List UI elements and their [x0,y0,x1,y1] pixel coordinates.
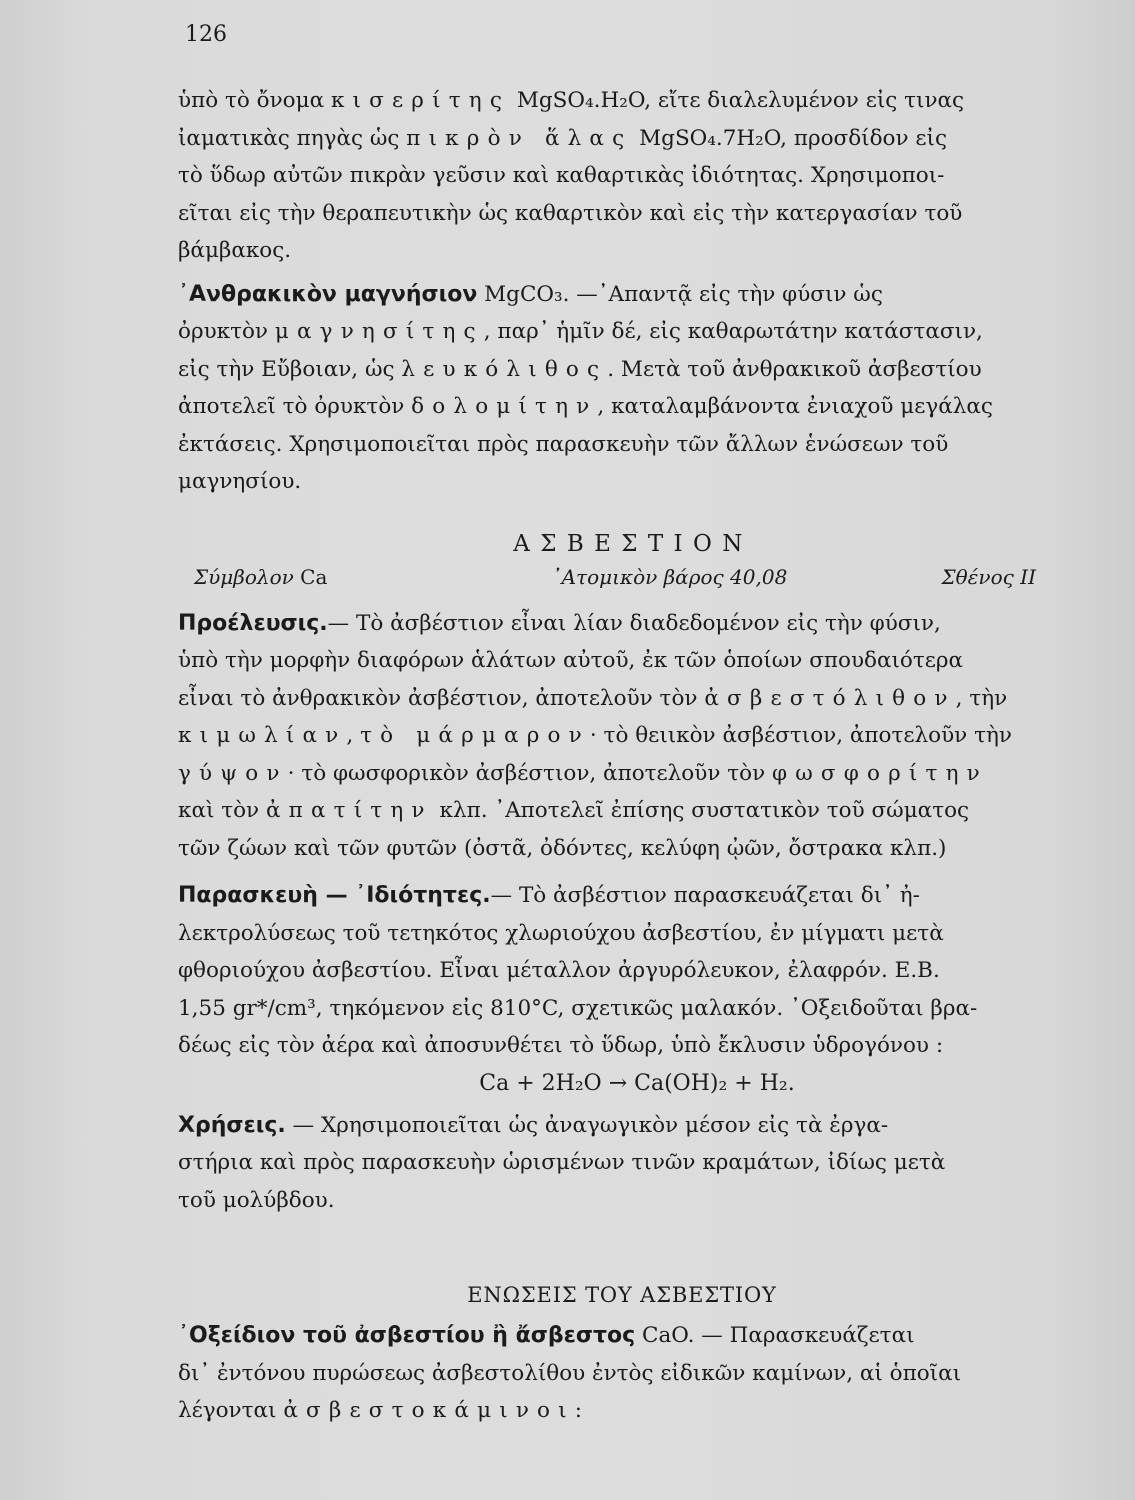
text-line: τῶν ζώων καὶ τῶν φυτῶν (ὀστᾶ, ὀδόντες, κελύφη ᾠῶν, ὄστρακα κλπ.) [178,835,947,861]
origin-paragraph [178,605,1036,868]
spaced-term: ἀσβεστοκάμινοι [283,1398,575,1423]
element-info-row [178,565,1036,589]
spaced-term: ἀπατίτην [265,798,433,823]
element-symbol: Ca [300,564,328,589]
spaced-term: δολομίτην [411,394,598,419]
uses-paragraph [178,1107,1036,1220]
text-line: ᾿Ανθρακικὸν μαγνήσιον MgCO₃. —᾿Απαντᾷ εἰς τὴν φύσιν ὡς [178,281,883,307]
spaced-term: γύψον [178,760,288,786]
valence: Σθένος II [941,564,1036,589]
spaced-term: πικρὸν ἅλας [406,125,633,151]
text-line: λέγονται ἀσβεστοκάμινοι: [178,1398,583,1423]
text-line: γύψον· τὸ φωσφορικὸν ἀσβέστιον, ἀποτελοῦν τὸν φωσφορίτην [178,760,988,786]
text-line: εῖται εἰς τὴν θεραπευτικὴν ὡς καθαρτικὸν καὶ εἰς τὴν κατεργασίαν τοῦ [178,200,963,226]
paragraph-heading: Προέλευσις. [178,610,328,636]
calcium-oxide-paragraph [178,1317,1036,1430]
text-line: μαγνησίου. [178,469,302,494]
text-line: Χρήσεις. — Χρησιμοποιεῖται ὡς ἀναγωγικὸν μέσον εἰς τὰ ἐργα- [178,1112,889,1138]
subsection-title: ΕΝΩΣΕΙΣ ΤΟΥ ΑΣΒΕΣΤΙΟΥ [467,1283,777,1307]
text-line: ἀποτελεῖ τὸ ὀρυκτὸν δολομίτην, καταλαμβάνοντα ἐνιαχοῦ μεγάλας [178,394,993,419]
page-number: 126 [185,22,227,47]
text-line: δι᾿ ἐντόνου πυρώσεως ἀσβεστολίθου ἐντὸς εἰδικῶν καμίνων, αἱ ὁποῖαι [178,1360,962,1386]
text-line: βάμβακος. [178,238,292,263]
magnesium-sulfate-paragraph [178,82,1036,270]
section-title: ΑΣΒΕΣΤΙΟΝ [513,530,753,557]
text-line: ἐκτάσεις. Χρησιμοποιεῖται πρὸς παρασκευὴν τῶν ἄλλων ἑνώσεων τοῦ [178,431,949,457]
text-line: ᾿Οξείδιον τοῦ ἀσβεστίου ἢ ἄσβεστος CaO. — Παρασκευάζεται [178,1323,915,1348]
text-line: ὑπὸ τὴν μορφὴν διαφόρων ἁλάτων αὐτοῦ, ἐκ τῶν ὁποίων σπουδαιότερα [178,648,964,673]
text-line: κιμωλίαν, τὸ μάρμαρον· τὸ θειικὸν ἀσβέστιον, ἀποτελοῦν τὴν [178,723,1012,748]
text-line: εἶναι τὸ ἀνθρακικὸν ἀσβέστιον, ἀποτελοῦν τὸν ἀσβεστόλιθον, τὴν [178,685,1008,711]
text-line: ἰαματικὰς πηγὰς ὡς πικρὸν ἅλας MgSO₄.7H₂O, προσδίδον εἰς [178,125,947,151]
paragraph-heading: ᾿Ανθρακικὸν μαγνήσιον [178,281,478,307]
paragraph-heading: Χρήσεις. [178,1112,286,1138]
chemical-equation: Ca + 2H₂O → Ca(OH)₂ + H₂. [479,1070,795,1096]
text-line: λεκτρολύσεως τοῦ τετηκότος χλωριούχου ἀσβεστίου, ἐν μίγματι μετὰ [178,920,944,946]
text-line: Παρασκευὴ — ᾿Ιδιότητες.— Τὸ ἀσβέστιον παρασκευάζεται δι᾿ ἠ- [178,883,920,908]
symbol-info: Σύμβολον Ca [194,564,328,589]
atomic-weight: ᾿Ατομικὸν βάρος 40,08 [551,564,788,589]
spaced-term: μαγνησίτης [274,319,484,344]
page-content [178,82,1036,1430]
text-line: καὶ τὸν ἀπατίτην κλπ. ᾿Αποτελεῖ ἐπίσης συστατικὸν τοῦ σώματος [178,798,970,823]
spaced-term: λευκόλιθος [401,356,608,382]
paragraph-heading: ᾿Οξείδιον τοῦ ἀσβεστίου ἢ ἄσβεστος [178,1323,636,1348]
spaced-term: φωσφορίτην [771,760,988,786]
text-line: τὸ ὕδωρ αὐτῶν πικρὰν γεῦσιν καὶ καθαρτικὰς ἰδιότητας. Χρησιμοποι- [178,163,945,188]
text-line: ὀρυκτὸν μαγνησίτης, παρ᾿ ἡμῖν δέ, εἰς καθαρωτάτην κατάστασιν, [178,319,983,344]
text-line: στήρια καὶ πρὸς παρασκευὴν ὡρισμένων τινῶν κραμάτων, ἰδίως μετὰ [178,1150,946,1175]
preparation-paragraph [178,877,1036,1103]
magnesium-carbonate-paragraph [178,276,1036,501]
text-line: ὑπὸ τὸ ὄνομα κισερίτης MgSO₄.H₂O, εἴτε διαλελυμένον εἰς τινας [178,88,965,113]
spaced-term: κιμωλίαν [178,723,347,748]
spaced-term: ἀσβεστόλιθον [704,685,956,711]
text-line: 1,55 gr*/cm³, τηκόμενον εἰς 810°C, σχετικῶς μαλακόν. ᾿Οξειδοῦται βρα- [178,995,978,1021]
text-line: δέως εἰς τὸν ἀέρα καὶ ἀποσυνθέτει τὸ ὕδωρ, ὑπὸ ἔκλυσιν ὑδρογόνου : [178,1033,944,1058]
text-line: Προέλευσις.— Τὸ ἀσβέστιον εἶναι λίαν διαδεδομένον εἰς τὴν φύσιν, [178,610,941,636]
paragraph-heading: Παρασκευὴ — ᾿Ιδιότητες. [178,883,491,908]
spaced-term: τὸ μάρμαρον [360,723,590,748]
text-line: τοῦ μολύβδου. [178,1187,335,1213]
text-line: φθοριούχου ἀσβεστίου. Εἶναι μέταλλον ἀργυρόλευκον, ἐλαφρόν. Ε.Β. [178,958,940,983]
spaced-term: κισερίτης [330,88,511,113]
text-line: εἰς τὴν Εὔβοιαν, ὡς λευκόλιθος. Μετὰ τοῦ ἀνθρακικοῦ ἀσβεστίου [178,356,982,382]
